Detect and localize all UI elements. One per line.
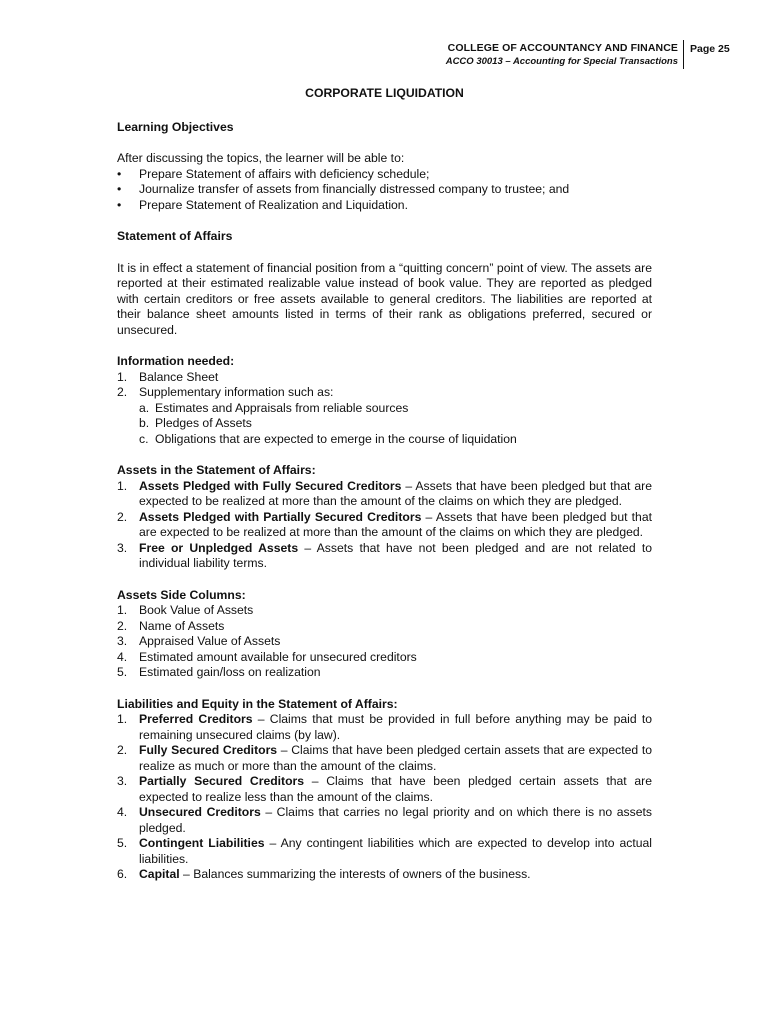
item-number: 2. xyxy=(117,385,128,399)
college-name: COLLEGE OF ACCOUNTANCY AND FINANCE xyxy=(447,42,678,54)
list-item xyxy=(139,432,652,448)
item-number: 6. xyxy=(117,867,128,881)
item-text: Estimated gain/loss on realization xyxy=(139,665,321,679)
item-description: – Assets that have not been pledged and are not related to individual liability terms. xyxy=(139,540,653,570)
item-text: Estimates and Appraisals from reliable sources xyxy=(155,400,409,415)
item-term: Capital xyxy=(139,867,180,881)
assets-side-columns-heading: Assets Side Columns: xyxy=(117,587,246,602)
liabilities-equity-heading: Liabilities and Equity in the Statement of Affairs: xyxy=(117,696,398,711)
item-text: Name of Assets xyxy=(139,618,225,633)
list-item xyxy=(117,603,652,619)
item-number: 1. xyxy=(117,478,128,493)
item-number: 3. xyxy=(117,540,128,555)
information-needed-list xyxy=(117,370,652,448)
list-item xyxy=(117,836,652,867)
assets-side-columns-list xyxy=(117,603,652,681)
item-text: Appraised Value of Assets xyxy=(139,634,281,648)
list-item xyxy=(117,634,652,650)
item-number: 4. xyxy=(117,649,128,664)
item-number: 2. xyxy=(117,509,128,524)
item-description: – Claims that must be provided in full before anything may be paid to remaining unsecured claims (by law). xyxy=(139,712,652,742)
assets-in-soa-heading: Assets in the Statement of Affairs: xyxy=(117,463,316,477)
item-description: – Any contingent liabilities which are expected to develop into actual liabilities. xyxy=(139,836,653,866)
list-item xyxy=(117,650,652,666)
page-content xyxy=(117,86,652,883)
item-description: – Claims that have been pledged certain assets that are expected to realize less than the amount of the claims. xyxy=(139,774,652,804)
page-header xyxy=(446,42,678,68)
list-item xyxy=(117,712,652,743)
item-number: 2. xyxy=(117,743,128,757)
list-item xyxy=(117,774,652,805)
item-description: – Assets that have been pledged but that are expected to be realized at more than the amount of the claims on which they are pledged. xyxy=(139,509,652,539)
list-item xyxy=(117,743,652,774)
item-number: 2. xyxy=(117,618,128,633)
list-item xyxy=(117,805,652,836)
page-number: Page 25 xyxy=(690,43,730,55)
course-title: ACCO 30013 – Accounting for Special Transactions xyxy=(445,56,678,67)
item-term: Contingent Liabilities xyxy=(139,836,265,850)
list-item xyxy=(117,510,652,541)
item-text: Estimated amount available for unsecured creditors xyxy=(139,649,417,664)
item-number: 1. xyxy=(117,603,128,617)
statement-of-affairs-heading: Statement of Affairs xyxy=(117,229,233,243)
item-term: Fully Secured Creditors xyxy=(139,743,278,757)
list-item xyxy=(117,665,652,681)
item-text: Obligations that are expected to emerge in the course of liquidation xyxy=(155,431,517,446)
item-term: Partially Secured Creditors xyxy=(139,774,305,788)
list-item: • Prepare Statement of affairs with deficiency schedule; xyxy=(117,167,652,183)
item-description: – Balances summarizing the interests of owners of the business. xyxy=(179,867,531,881)
item-number: 3. xyxy=(117,634,128,648)
learning-objectives-intro: After discussing the topics, the learner will be able to: xyxy=(117,151,405,165)
learning-objectives-list xyxy=(117,167,652,214)
learning-objectives-heading: Learning Objectives xyxy=(117,119,234,134)
item-letter: a. xyxy=(139,400,150,415)
statement-of-affairs-paragraph: It is in effect a statement of financial position from a “quitting concern” point of view. The assets are reported at their estimated realizable value instead of book value. They are reported as pledged with certain creditors or free assets available to general creditors. The liabilities are reported at their balance sheet amounts listed in terms of their rank as obligations preferred, secured or unsecured. xyxy=(117,260,652,337)
item-letter: b. xyxy=(139,416,150,430)
item-number: 1. xyxy=(117,369,128,384)
liabilities-equity-list xyxy=(117,712,652,883)
item-description: – Claims that carries no legal priority and on which there is no assets pledged. xyxy=(139,805,652,835)
list-item xyxy=(117,370,652,386)
supplementary-info-list xyxy=(139,401,652,448)
item-text: Supplementary information such as: xyxy=(139,385,334,399)
item-term: Unsecured Creditors xyxy=(139,805,261,819)
item-text: Book Value of Assets xyxy=(139,603,254,617)
item-term: Preferred Creditors xyxy=(139,712,253,726)
item-number: 4. xyxy=(117,805,128,819)
item-term: Free or Unpledged Assets xyxy=(139,540,299,555)
assets-in-soa-list xyxy=(117,479,652,572)
list-item xyxy=(117,867,652,883)
item-letter: c. xyxy=(139,431,149,446)
item-text: Pledges of Assets xyxy=(155,416,252,430)
item-description: – Claims that have been pledged certain assets that are expected to realize as much or more than the amount of the claims. xyxy=(139,743,652,773)
item-term: Assets Pledged with Partially Secured Creditors xyxy=(139,509,422,524)
list-item: • Prepare Statement of Realization and Liquidation. xyxy=(117,198,652,214)
header-divider xyxy=(683,40,684,69)
information-needed-heading: Information needed: xyxy=(117,354,235,368)
item-number: 3. xyxy=(117,774,128,788)
item-number: 5. xyxy=(117,836,128,850)
list-item: • Journalize transfer of assets from financially distressed company to trustee; and xyxy=(117,182,652,198)
item-number: 5. xyxy=(117,665,128,679)
document-title: CORPORATE LIQUIDATION xyxy=(305,86,464,100)
item-term: Assets Pledged with Fully Secured Creditors xyxy=(139,478,402,493)
item-text: Balance Sheet xyxy=(139,369,219,384)
list-item xyxy=(117,619,652,635)
list-item xyxy=(117,479,652,510)
list-item xyxy=(117,385,652,447)
list-item xyxy=(117,541,652,572)
list-item xyxy=(139,401,652,417)
item-description: – Assets that have been pledged but that are expected to be realized at more than the amount of the claims on which they are pledged. xyxy=(139,478,652,508)
item-number: 1. xyxy=(117,712,128,726)
list-item xyxy=(139,416,652,432)
